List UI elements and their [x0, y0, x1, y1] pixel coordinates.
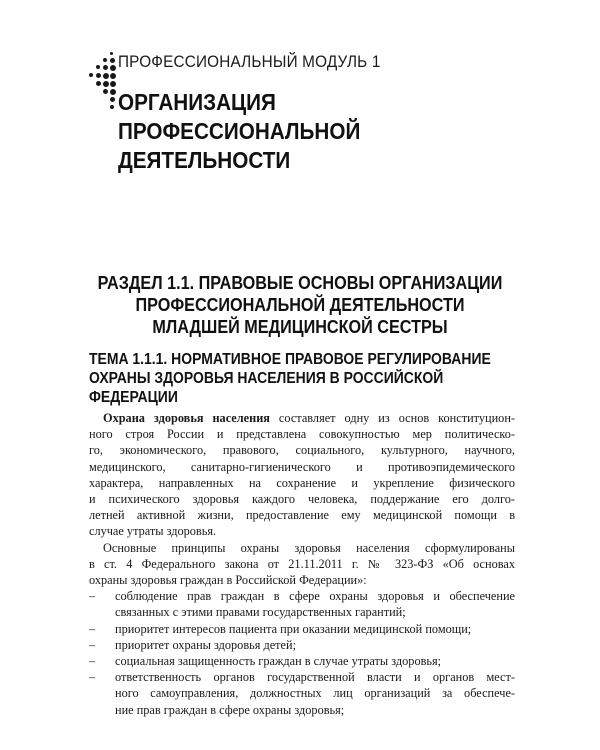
principles-list [89, 588, 515, 718]
text-line: летней активной жизни, предоставление ему медицинской помощи в [89, 508, 515, 523]
body-text [89, 410, 515, 718]
module-title-line: ОРГАНИЗАЦИЯ ПРОФЕССИОНАЛЬНОЙ [118, 89, 361, 144]
section-title-line: ПРОФЕССИОНАЛЬНОЙ ДЕЯТЕЛЬНОСТИ [135, 295, 465, 315]
list-item [89, 653, 515, 669]
section-title [60, 272, 540, 338]
text-line: ного строя России и представлена совокупностью мер политическо- [89, 427, 515, 442]
section-title-line: МЛАДШЕЙ МЕДИЦИНСКОЙ СЕСТРЫ [152, 317, 448, 337]
list-item [89, 621, 515, 637]
topic-title-line: ТЕМА 1.1.1. НОРМАТИВНОЕ ПРАВОВОЕ РЕГУЛИРОВАНИЕ [89, 351, 491, 368]
list-item [89, 588, 515, 620]
term-bold: Охрана здоровья населения [103, 411, 270, 425]
text-line: – социальная защищенность граждан в случае утраты здоровья; [89, 654, 442, 669]
topic-title-line: ОХРАНЫ ЗДОРОВЬЯ НАСЕЛЕНИЯ В РОССИЙСКОЙ [89, 370, 444, 387]
text-line: го, экономического, правового, социального, культурного, научного, [89, 443, 515, 458]
text-line: и психического здоровья каждого человека, поддержание его долго- [89, 492, 515, 507]
text-line: ного самоуправления, должностных лиц организаций за обеспече- [115, 686, 515, 701]
text-line: охраны здоровья граждан в Российской Федерации»: [89, 573, 367, 588]
list-item [89, 637, 515, 653]
text-line: в ст. 4 Федерального закона от 21.11.2011 г. № 323-ФЗ «Об основах [89, 556, 515, 571]
topic-title [89, 350, 529, 407]
module-label: ПРОФЕССИОНАЛЬНЫЙ МОДУЛЬ 1 [118, 52, 381, 71]
text-line: – ответственность органов государственной власти и органов мест- [89, 670, 515, 685]
text-line: – приоритет охраны здоровья детей; [89, 637, 297, 652]
module-title-line: ДЕЯТЕЛЬНОСТИ [118, 147, 291, 173]
text-line: – соблюдение прав граждан в сфере охраны здоровья и обеспечение [89, 589, 515, 604]
paragraph-definition [89, 410, 515, 540]
text-line: медицинского, санитарно-гигиенического и противоэпидемического [89, 459, 515, 474]
paragraph-principles [89, 540, 515, 589]
dot-ornament-icon [86, 40, 116, 120]
section-title-line: РАЗДЕЛ 1.1. ПРАВОВЫЕ ОСНОВЫ ОРГАНИЗАЦИИ [97, 273, 503, 293]
module-title [118, 88, 514, 175]
text-line: связанных с этими правами государственных гарантий; [115, 605, 406, 620]
text-line: характера, направленных на сохранение и укрепление физического [89, 475, 515, 490]
text-line: Охрана здоровья населения составляет одну из основ конституцион- [103, 411, 515, 425]
text-line: случае утраты здоровья. [89, 524, 217, 539]
text-line: ние прав граждан в сфере охраны здоровья; [115, 702, 345, 717]
topic-title-line: ФЕДЕРАЦИИ [89, 389, 178, 406]
list-item [89, 669, 515, 718]
text-line: Основные принципы охраны здоровья населения сформулированы [103, 540, 515, 555]
text-line: – приоритет интересов пациента при оказании медицинской помощи; [89, 621, 472, 636]
